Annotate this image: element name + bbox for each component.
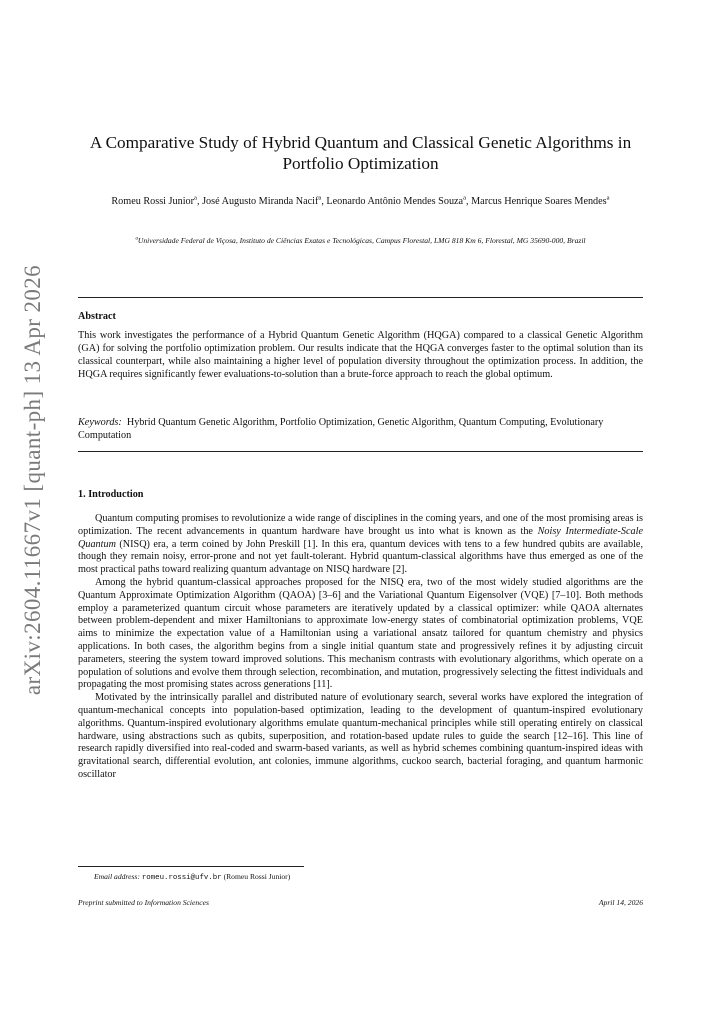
affiliation-marker: a — [135, 236, 138, 242]
paragraph-text: (NISQ) era, a term coined by John Preskill [1]. In this era, quantum devices with tens to a few hundred qubits are available, though they remain noisy, error-prone and not yet fault-tolerant. Hybrid quantum-classical algorithms have thus emerged as one of the most practical paths toward realizing quantum advantage on NISQ hardware [2]. — [78, 538, 643, 576]
paragraph: Among the hybrid quantum-classical approaches proposed for the NISQ era, two of the most widely studied algorithms are the Quantum Approximate Optimization Algorithm (QAOA) [3–6] and the Variational Quantum Eigensolver (VQE) [7–10]. Both methods employ a parameterized quantum circuit whose parameters are iteratively updated by a classical optimizer: while QAOA alternates between problem-dependent and mixer Hamiltonians to approximate low-energy states of combinatorial optimization problems, VQE aims to minimize the expectation value of a Hamiltonian using a variational ansatz tailored for quantum chemistry and physics applications. In both cases, the algorithm begins from a single initial quantum state and progressively refines it by adjusting circuit parameters, steering the system toward improved solutions. This mechanism contrasts with evolutionary algorithms, which operate on a population of solutions and evolve them through selection, recombination, and mutation, progressively selecting the fittest individuals and propagating the most promising states across generations [11]. — [78, 576, 643, 691]
footer-date: April 14, 2026 — [598, 898, 643, 907]
affiliation-marker: a — [463, 194, 467, 202]
footer-preprint-note: Preprint submitted to Information Sciences — [78, 898, 209, 907]
abstract-bottom-rule — [78, 451, 643, 452]
keywords-text: Hybrid Quantum Genetic Algorithm, Portfolio Optimization, Genetic Algorithm, Quantum Computing, Evolutionary Computation — [78, 417, 604, 441]
affiliation-marker: a — [318, 194, 322, 202]
abstract-heading: Abstract — [78, 311, 116, 322]
paragraph: Motivated by the intrinsically parallel and distributed nature of evolutionary search, several works have explored the integration of quantum-mechanical concepts into population-based optimization, leading to the development of quantum-inspired evolutionary algorithms. Quantum-inspired evolutionary algorithms emulate quantum-mechanical principles while still operating entirely on classical hardware, using abstractions such as qubits, superposition, and rotation-based update rules to guide the search [12–16]. This line of research rapidly diversified into real-coded and swarm-based variants, as well as hybrid schemes combining quantum-inspired ideas with gravitational search, differential evolution, ant colonies, immune algorithms, cuckoo search, bacterial foraging, and quantum harmonic oscillator — [78, 692, 643, 780]
footnote-rule — [78, 866, 304, 867]
footnote — [94, 872, 290, 883]
affiliation-marker: a — [606, 194, 610, 202]
paragraph-text: Quantum computing promises to revolutionize a wide range of disciplines in the coming years, and one of the most promising areas is optimization. The recent advancements in quantum hardware have brought us into what is known as the — [78, 513, 643, 537]
keywords — [78, 416, 643, 442]
email-link[interactable]: romeu.rossi@ufv.br — [141, 874, 222, 882]
abstract-top-rule — [78, 297, 643, 298]
footnote-label: Email address: — [94, 872, 140, 881]
paper-title: A Comparative Study of Hybrid Quantum and Classical Genetic Algorithms in Portfolio Optimization — [89, 133, 632, 173]
author-name: Marcus Henrique Soares Mendes — [471, 196, 607, 207]
paragraph — [78, 513, 643, 577]
affiliation-marker: a — [194, 194, 197, 202]
author-name: José Augusto Miranda Nacif — [202, 196, 319, 207]
introduction-body — [78, 513, 643, 782]
arxiv-identifier-stamp[interactable]: arXiv:2604.11667v1 [quant-ph] 13 Apr 2026 — [20, 264, 45, 696]
section-heading-introduction: 1. Introduction — [78, 489, 144, 500]
author-name: Romeu Rossi Junior — [111, 196, 195, 207]
abstract-body: This work investigates the performance of a Hybrid Quantum Genetic Algorithm (HQGA) compared to a classical Genetic Algorithm (GA) for solving the portfolio optimization problem. Our results indicate that the HQGA converges faster to the optimal solution than its classical counterpart, while also maintaining a higher level of population diversity throughout the optimization process. In addition, the HQGA requires significantly fewer evaluations-to-solution than a brute-force approach to reach the global optimum. — [78, 330, 643, 380]
affiliation-text: Universidade Federal de Viçosa, Instituto de Ciências Exatas e Tecnológicas, Campus Florestal, LMG 818 Km 6, Florestal, MG 35690-000, Brazil — [137, 236, 586, 245]
author-name: Leonardo Antônio Mendes Souza — [326, 196, 464, 207]
author-list: Romeu Rossi Junior$^a$, José Augusto Miranda Nacif$^a$, Leonardo Antônio Mendes Souza$^a$, Marcus Henrique Soares Mendes$^a$ — [111, 194, 610, 207]
footnote-author: (Romeu Rossi Junior) — [223, 872, 291, 881]
emphasis-nisq: Noisy Intermediate-Scale Quantum — [78, 525, 643, 550]
keywords-label: Keywords: — [78, 417, 122, 428]
affiliation — [78, 235, 643, 246]
